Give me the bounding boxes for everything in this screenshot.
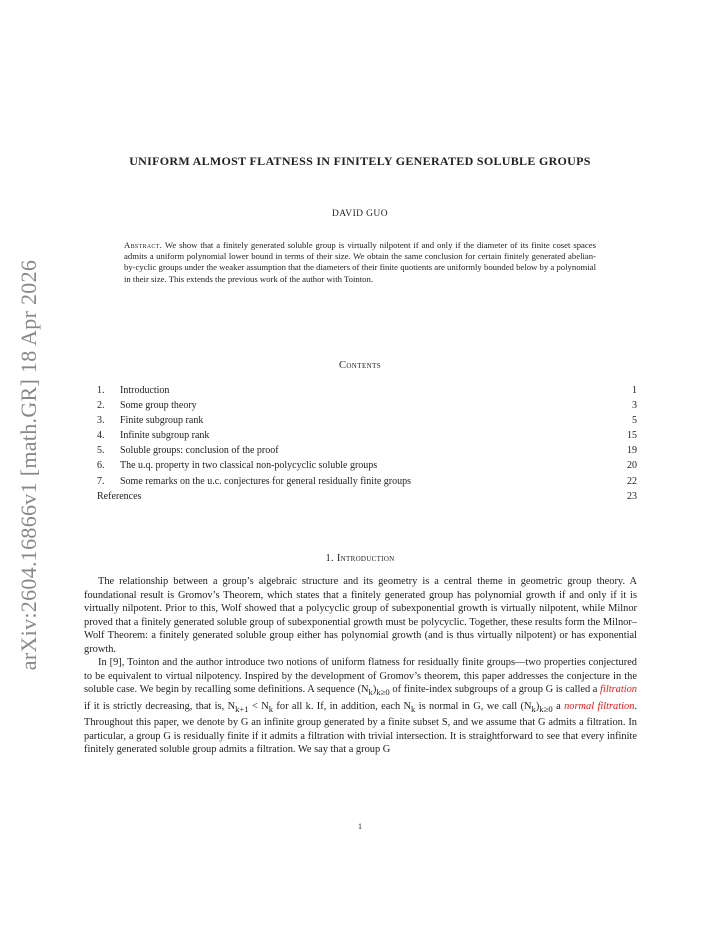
table-of-contents [97,383,637,504]
contents-heading: Contents [338,360,382,371]
arxiv-identifier-text: arXiv:2604.16866v1 [math.GR] 18 Apr 2026 [16,259,41,671]
section-heading [100,553,620,564]
toc-entry-number: 3. [97,415,105,427]
toc-entry-label: The u.q. property in two classical non-polycyclic soluble groups [120,460,378,472]
author-name: DAVID GUO [332,209,388,219]
toc-entry-number: 5. [97,445,105,457]
toc-entry[interactable] [97,398,637,413]
toc-entry[interactable] [97,428,637,443]
toc-entry-label: Some remarks on the u.c. conjectures for general residually finite groups [120,475,412,487]
toc-entry-label: Finite subgroup rank [120,415,204,427]
toc-entry-label: Soluble groups: conclusion of the proof [120,445,279,457]
toc-entry[interactable] [97,413,637,428]
paper-title: UNIFORM ALMOST FLATNESS IN FINITELY GENERATED SOLUBLE GROUPS [129,154,591,168]
toc-entry-page: 19 [627,445,637,457]
toc-entry-number: 6. [97,460,105,472]
page-number: 1 [358,822,362,831]
filtration-term-link[interactable]: filtration [600,684,637,695]
toc-entry-label: References [97,490,142,502]
abstract-label: Abstract. [124,240,163,250]
toc-entry[interactable] [97,383,637,398]
toc-entry-number: 4. [97,430,105,442]
toc-entry-label: Introduction [120,385,170,396]
abstract-text: We show that a finitely generated soluble group is virtually nilpotent if and only if the diameter of its finite coset spaces admits a uniform polynomial lower bound in terms of their size. We obtain the same conclusion for certain finitely generated abelian-by-cyclic groups under the weaker assumption that the diameters of their finite quotients are uniformly bounded below by a polynomial in their size. This extends the previous work of the author with Tointon. [124,240,596,284]
body-text [84,575,637,757]
normal-filtration-term-link[interactable]: normal filtration [564,700,635,712]
toc-entry[interactable] [97,458,637,473]
toc-entry-page: 5 [632,415,637,427]
toc-entry-page: 22 [627,475,637,487]
toc-entry-page: 15 [627,430,637,442]
toc-entry-page: 20 [627,460,637,472]
toc-entry-page: 3 [632,400,637,412]
section-title: Introduction [336,553,395,564]
section-number: 1. [325,553,334,564]
toc-entry-label: Some group theory [120,400,197,412]
paragraph: In [9], Tointon and the author introduce two notions of uniform flatness for residually finite groups—two properties conjectured to be equivalent to virtual nilpotency. Inspired by the development of Gromov’s theorem, this paper addresses the conjecture in the soluble case. We begin by recalling some definitions. A sequence $(N_k)_{k\ge 0}$ of finite-index subgroups of a group G is called a filtration if it is strictly decreasing, that is, $N_{k+1} < N_k$ for all k. If, in addition, each $N_k$ is normal in G, we call $(N_k)_{k\ge 0}$ a normal filtration. Throughout this paper, we denote by G an infinite group generated by a finite subset S, and we assume that G admits a filtration. In particular, a group G is residually finite if it admits a filtration with trivial intersection. It is straightforward to see that every infinite finitely generated soluble group admits a filtration. We say that a group G [84,657,638,756]
toc-entry-number: 2. [97,400,105,412]
toc-entry-references[interactable] [97,489,637,504]
paragraph: The relationship between a group’s algebraic structure and its geometry is a central theme in geometric group theory. A foundational result is Gromov’s Theorem, which states that a finitely generated group has polynomial growth if and only if it is virtually nilpotent. Prior to this, Wolf showed that a polycyclic group of subexponential growth is virtually nilpotent, while Milnor proved that a finitely generated soluble group of subexponential growth must be polycyclic. Together, these results form the Milnor–Wolf Theorem: a finitely generated soluble group either has polynomial growth (and is thus virtually nilpotent) or has exponential growth. [84,576,637,655]
toc-entry-page: 1 [632,385,637,396]
toc-entry-page: 23 [627,490,637,502]
arxiv-identifier [4,235,54,695]
toc-entry-number: 7. [97,475,105,487]
toc-entry[interactable] [97,443,637,458]
toc-entry[interactable] [97,474,637,489]
toc-entry-number: 1. [97,385,105,396]
abstract [124,240,596,285]
toc-entry-label: Infinite subgroup rank [120,430,210,442]
